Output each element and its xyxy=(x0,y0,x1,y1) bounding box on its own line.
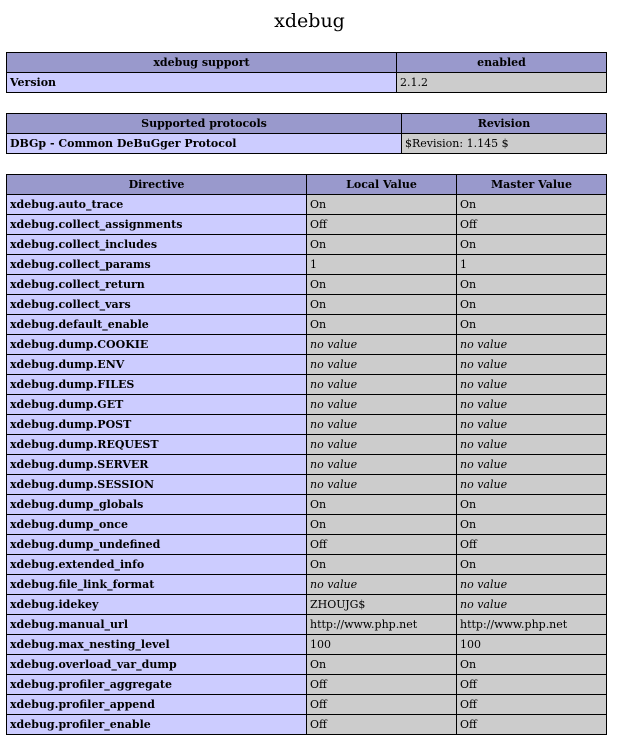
master-value: On xyxy=(457,275,607,295)
master-value: Off xyxy=(457,535,607,555)
table-row xyxy=(7,134,607,154)
directive-name: xdebug.dump.REQUEST xyxy=(7,435,307,455)
master-value: Off xyxy=(457,675,607,695)
directive-name: xdebug.dump.SESSION xyxy=(7,475,307,495)
table-row xyxy=(7,615,607,635)
master-value: http://www.php.net xyxy=(457,615,607,635)
directive-name: xdebug.collect_includes xyxy=(7,235,307,255)
master-value: On xyxy=(457,235,607,255)
local-value: Off xyxy=(307,715,457,735)
column-header: Master Value xyxy=(457,175,607,195)
table-row xyxy=(7,635,607,655)
master-value: no value xyxy=(457,335,607,355)
table-row xyxy=(7,475,607,495)
local-value: no value xyxy=(307,575,457,595)
support-table xyxy=(6,52,607,93)
master-value: no value xyxy=(457,595,607,615)
table-row xyxy=(7,435,607,455)
master-value: no value xyxy=(457,575,607,595)
local-value: no value xyxy=(307,335,457,355)
master-value: On xyxy=(457,295,607,315)
master-value: On xyxy=(457,555,607,575)
table-row xyxy=(7,655,607,675)
table-header-row xyxy=(7,53,607,73)
directive-name: xdebug.default_enable xyxy=(7,315,307,335)
table-row xyxy=(7,315,607,335)
row-value: 2.1.2 xyxy=(397,73,607,93)
directive-name: xdebug.profiler_aggregate xyxy=(7,675,307,695)
master-value: Off xyxy=(457,695,607,715)
row-label: DBGp - Common DeBuGger Protocol xyxy=(7,134,402,154)
master-value: On xyxy=(457,515,607,535)
master-value: no value xyxy=(457,475,607,495)
protocols-table xyxy=(6,113,607,154)
local-value: no value xyxy=(307,415,457,435)
table-row xyxy=(7,595,607,615)
directive-name: xdebug.idekey xyxy=(7,595,307,615)
table-row xyxy=(7,715,607,735)
table-row xyxy=(7,255,607,275)
table-row xyxy=(7,515,607,535)
local-value: Off xyxy=(307,695,457,715)
master-value: no value xyxy=(457,375,607,395)
master-value: On xyxy=(457,655,607,675)
directive-name: xdebug.collect_params xyxy=(7,255,307,275)
table-row xyxy=(7,555,607,575)
table-row xyxy=(7,395,607,415)
table-row xyxy=(7,415,607,435)
local-value: On xyxy=(307,195,457,215)
directive-name: xdebug.dump.COOKIE xyxy=(7,335,307,355)
local-value: Off xyxy=(307,535,457,555)
master-value: no value xyxy=(457,355,607,375)
table-row xyxy=(7,195,607,215)
directive-name: xdebug.manual_url xyxy=(7,615,307,635)
directive-name: xdebug.dump.ENV xyxy=(7,355,307,375)
directive-name: xdebug.collect_vars xyxy=(7,295,307,315)
local-value: no value xyxy=(307,475,457,495)
table-row xyxy=(7,575,607,595)
directive-name: xdebug.max_nesting_level xyxy=(7,635,307,655)
column-header: Supported protocols xyxy=(7,114,402,134)
local-value: On xyxy=(307,515,457,535)
directive-name: xdebug.dump_globals xyxy=(7,495,307,515)
directive-name: xdebug.dump.POST xyxy=(7,415,307,435)
directive-name: xdebug.dump.GET xyxy=(7,395,307,415)
local-value: On xyxy=(307,315,457,335)
local-value: no value xyxy=(307,375,457,395)
local-value: On xyxy=(307,235,457,255)
directive-name: xdebug.dump.FILES xyxy=(7,375,307,395)
column-header: Local Value xyxy=(307,175,457,195)
master-value: no value xyxy=(457,435,607,455)
table-row xyxy=(7,455,607,475)
local-value: On xyxy=(307,655,457,675)
table-row xyxy=(7,235,607,255)
column-header: xdebug support xyxy=(7,53,397,73)
column-header: enabled xyxy=(397,53,607,73)
table-row xyxy=(7,375,607,395)
column-header: Revision xyxy=(402,114,607,134)
local-value: On xyxy=(307,295,457,315)
master-value: Off xyxy=(457,215,607,235)
table-row xyxy=(7,535,607,555)
directives-table xyxy=(6,174,607,735)
local-value: no value xyxy=(307,355,457,375)
table-header-row xyxy=(7,175,607,195)
column-header: Directive xyxy=(7,175,307,195)
table-row xyxy=(7,275,607,295)
table-row xyxy=(7,73,607,93)
directive-name: xdebug.collect_return xyxy=(7,275,307,295)
local-value: ZHOUJG$ xyxy=(307,595,457,615)
local-value: no value xyxy=(307,395,457,415)
local-value: 100 xyxy=(307,635,457,655)
row-label: Version xyxy=(7,73,397,93)
master-value: Off xyxy=(457,715,607,735)
directive-name: xdebug.file_link_format xyxy=(7,575,307,595)
master-value: On xyxy=(457,315,607,335)
table-row xyxy=(7,355,607,375)
directive-name: xdebug.dump.SERVER xyxy=(7,455,307,475)
table-row xyxy=(7,675,607,695)
directive-name: xdebug.dump_undefined xyxy=(7,535,307,555)
master-value: 100 xyxy=(457,635,607,655)
master-value: On xyxy=(457,495,607,515)
page-title: xdebug xyxy=(274,10,345,32)
directive-name: xdebug.auto_trace xyxy=(7,195,307,215)
table-row xyxy=(7,495,607,515)
directive-name: xdebug.profiler_append xyxy=(7,695,307,715)
table-row xyxy=(7,695,607,715)
directive-name: xdebug.overload_var_dump xyxy=(7,655,307,675)
local-value: Off xyxy=(307,215,457,235)
master-value: On xyxy=(457,195,607,215)
table-row xyxy=(7,295,607,315)
local-value: Off xyxy=(307,675,457,695)
directive-name: xdebug.dump_once xyxy=(7,515,307,535)
table-row xyxy=(7,335,607,355)
local-value: On xyxy=(307,495,457,515)
local-value: On xyxy=(307,275,457,295)
table-header-row xyxy=(7,114,607,134)
row-value: $Revision: 1.145 $ xyxy=(402,134,607,154)
local-value: http://www.php.net xyxy=(307,615,457,635)
directive-name: xdebug.profiler_enable xyxy=(7,715,307,735)
master-value: no value xyxy=(457,415,607,435)
master-value: no value xyxy=(457,455,607,475)
local-value: no value xyxy=(307,455,457,475)
master-value: no value xyxy=(457,395,607,415)
master-value: 1 xyxy=(457,255,607,275)
directive-name: xdebug.extended_info xyxy=(7,555,307,575)
local-value: On xyxy=(307,555,457,575)
table-row xyxy=(7,215,607,235)
local-value: 1 xyxy=(307,255,457,275)
directive-name: xdebug.collect_assignments xyxy=(7,215,307,235)
directives-table-body xyxy=(7,195,607,735)
local-value: no value xyxy=(307,435,457,455)
